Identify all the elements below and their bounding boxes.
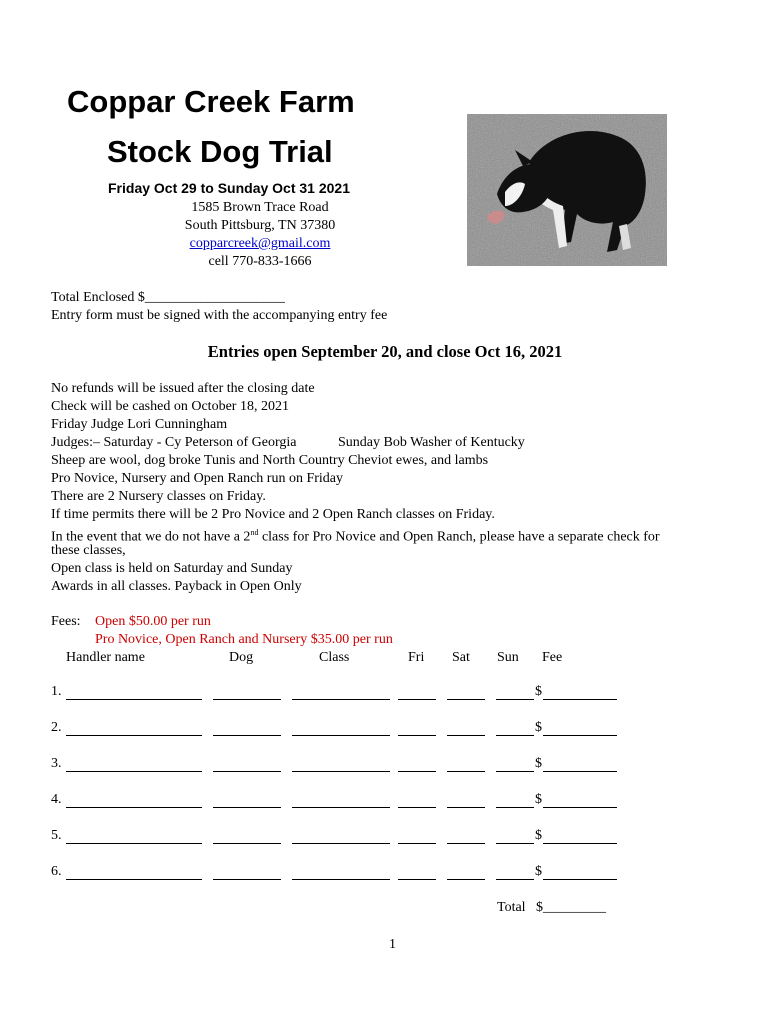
row-number: 6. (51, 864, 62, 879)
header-class: Class (319, 650, 350, 665)
contact-phone: cell 770-833-1666 (208, 254, 312, 269)
row-number: 3. (51, 756, 62, 771)
rule-line: these classes, (51, 543, 126, 558)
rule-line: Check will be cashed on October 18, 2021 (51, 399, 289, 414)
rule-line: Judges:– Saturday - Cy Peterson of Georgia (51, 435, 297, 450)
fee-field[interactable] (543, 735, 617, 736)
dollar-sign: $ (535, 756, 542, 771)
row-number: 5. (51, 828, 62, 843)
total-field[interactable]: $_________ (536, 900, 606, 915)
header-sat: Sat (452, 650, 470, 665)
event-dates: Friday Oct 29 to Sunday Oct 31 2021 (108, 180, 350, 196)
fee-field[interactable] (543, 843, 617, 844)
fri-field[interactable] (398, 699, 436, 700)
signature-note: Entry form must be signed with the accompanying entry fee (51, 308, 388, 323)
handler-name-field[interactable] (66, 807, 202, 808)
rule-line (51, 524, 660, 547)
sun-field[interactable] (496, 843, 534, 844)
fee-open: Open $50.00 per run (95, 614, 211, 629)
class-field[interactable] (292, 771, 390, 772)
class-field[interactable] (292, 807, 390, 808)
fee-field[interactable] (543, 879, 617, 880)
row-number: 4. (51, 792, 62, 807)
dollar-sign: $ (535, 792, 542, 807)
rule-line: No refunds will be issued after the closing date (51, 381, 315, 396)
rule-line: Pro Novice, Nursery and Open Ranch run on Friday (51, 471, 343, 486)
row-number: 2. (51, 720, 62, 735)
sat-field[interactable] (447, 699, 485, 700)
sat-field[interactable] (447, 879, 485, 880)
fee-field[interactable] (543, 699, 617, 700)
sun-field[interactable] (496, 807, 534, 808)
contact-email[interactable] (140, 235, 380, 253)
rule-line: Sunday Bob Washer of Kentucky (338, 435, 525, 450)
dollar-sign: $ (535, 864, 542, 879)
address-line-2: South Pittsburg, TN 37380 (184, 218, 336, 233)
handler-name-field[interactable] (66, 735, 202, 736)
border-collie-dog-photo (467, 114, 667, 266)
sun-field[interactable] (496, 879, 534, 880)
rule-line: Open class is held on Saturday and Sunday (51, 561, 293, 576)
dollar-sign: $ (535, 828, 542, 843)
dollar-sign: $ (535, 684, 542, 699)
dog-field[interactable] (213, 735, 281, 736)
title-line-2: Stock Dog Trial (107, 134, 333, 169)
handler-name-field[interactable] (66, 771, 202, 772)
email-link[interactable]: copparcreek@gmail.com (189, 236, 331, 251)
fri-field[interactable] (398, 771, 436, 772)
page-number: 1 (389, 937, 396, 952)
fri-field[interactable] (398, 879, 436, 880)
fee-field[interactable] (543, 807, 617, 808)
dog-field[interactable] (213, 879, 281, 880)
class-field[interactable] (292, 879, 390, 880)
address-line-1: 1585 Brown Trace Road (191, 200, 329, 215)
dog-field[interactable] (213, 771, 281, 772)
fri-field[interactable] (398, 843, 436, 844)
dog-field[interactable] (213, 807, 281, 808)
fri-field[interactable] (398, 735, 436, 736)
rule-line: Sheep are wool, dog broke Tunis and North Country Cheviot ewes, and lambs (51, 453, 489, 468)
sat-field[interactable] (447, 843, 485, 844)
sun-field[interactable] (496, 771, 534, 772)
class-field[interactable] (292, 699, 390, 700)
total-enclosed-line[interactable]: Total Enclosed $____________________ (51, 290, 285, 305)
rule-text: In the event that we do not have a 2 (51, 529, 251, 545)
handler-name-field[interactable] (66, 699, 202, 700)
title-line-1: Coppar Creek Farm (67, 84, 355, 119)
dog-field[interactable] (213, 843, 281, 844)
fee-field[interactable] (543, 771, 617, 772)
rule-text: class for Pro Novice and Open Ranch, please have a separate check for (258, 529, 660, 545)
class-field[interactable] (292, 843, 390, 844)
handler-name-field[interactable] (66, 843, 202, 844)
rule-line: If time permits there will be 2 Pro Novice and 2 Open Ranch classes on Friday. (51, 507, 495, 522)
entries-heading: Entries open September 20, and close Oct 16, 2021 (207, 342, 563, 361)
sat-field[interactable] (447, 771, 485, 772)
row-number: 1. (51, 684, 62, 699)
rule-line: There are 2 Nursery classes on Friday. (51, 489, 266, 504)
fee-other-classes: Pro Novice, Open Ranch and Nursery $35.00 per run (95, 632, 393, 647)
header-fee: Fee (542, 650, 563, 665)
rule-line: Awards in all classes. Payback in Open Only (51, 579, 302, 594)
handler-name-field[interactable] (66, 879, 202, 880)
sat-field[interactable] (447, 807, 485, 808)
sat-field[interactable] (447, 735, 485, 736)
class-field[interactable] (292, 735, 390, 736)
fri-field[interactable] (398, 807, 436, 808)
fees-label: Fees: (51, 614, 81, 629)
dog-field[interactable] (213, 699, 281, 700)
header-dog: Dog (229, 650, 254, 665)
header-sun: Sun (497, 650, 519, 665)
header-fri: Fri (408, 650, 425, 665)
sun-field[interactable] (496, 699, 534, 700)
ordinal-suffix: nd (250, 528, 259, 537)
sun-field[interactable] (496, 735, 534, 736)
total-label: Total (497, 900, 526, 915)
header-handler-name: Handler name (66, 650, 145, 665)
dollar-sign: $ (535, 720, 542, 735)
rule-line: Friday Judge Lori Cunningham (51, 417, 228, 432)
